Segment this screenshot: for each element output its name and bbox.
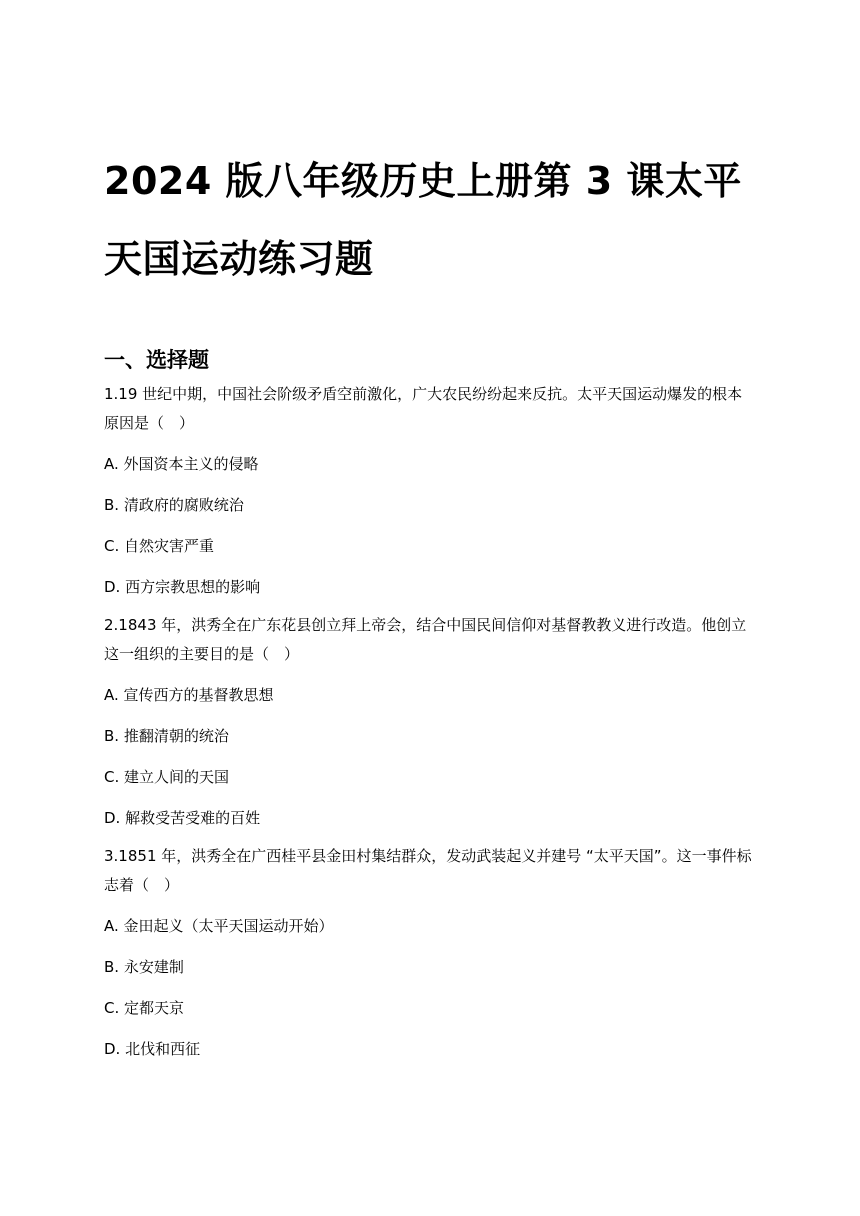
option-b: B. 永安建制 [104,958,184,976]
section-heading: 一、选择题 [104,348,209,372]
question-stem: 3.1851 年，洪秀全在广西桂平县金田村集结群众，发动武装起义并建号 “太平天国”。这一事件标志着（ ） [104,847,752,894]
option-c: C. 定都天京 [104,999,185,1017]
option-c: C. 建立人间的天国 [104,768,230,786]
document-page [104,142,754,1064]
question-2 [104,611,754,833]
option-a: A. 金田起义（太平天国运动开始） [104,917,334,935]
option-c: C. 自然灾害严重 [104,537,215,555]
question-3 [104,842,754,1064]
question-stem: 2.1843 年，洪秀全在广东花县创立拜上帝会，结合中国民间信仰对基督教教义进行改造。他创立这一组织的主要目的是（ ） [104,616,747,663]
option-d: D. 解救受苦受难的百姓 [104,809,261,827]
option-d: D. 西方宗教思想的影响 [104,578,261,596]
option-d: D. 北伐和西征 [104,1040,201,1058]
document-title: 2024 版八年级历史上册第 3 课太平天国运动练习题 [104,159,742,281]
option-b: B. 推翻清朝的统治 [104,727,229,745]
question-1 [104,380,754,602]
option-a: A. 宣传西方的基督教思想 [104,686,274,704]
question-stem: 1.19 世纪中期，中国社会阶级矛盾空前激化，广大农民纷纷起来反抗。太平天国运动爆发的根本原因是（ ） [104,385,743,432]
option-a: A. 外国资本主义的侵略 [104,455,259,473]
option-b: B. 清政府的腐败统治 [104,496,244,514]
